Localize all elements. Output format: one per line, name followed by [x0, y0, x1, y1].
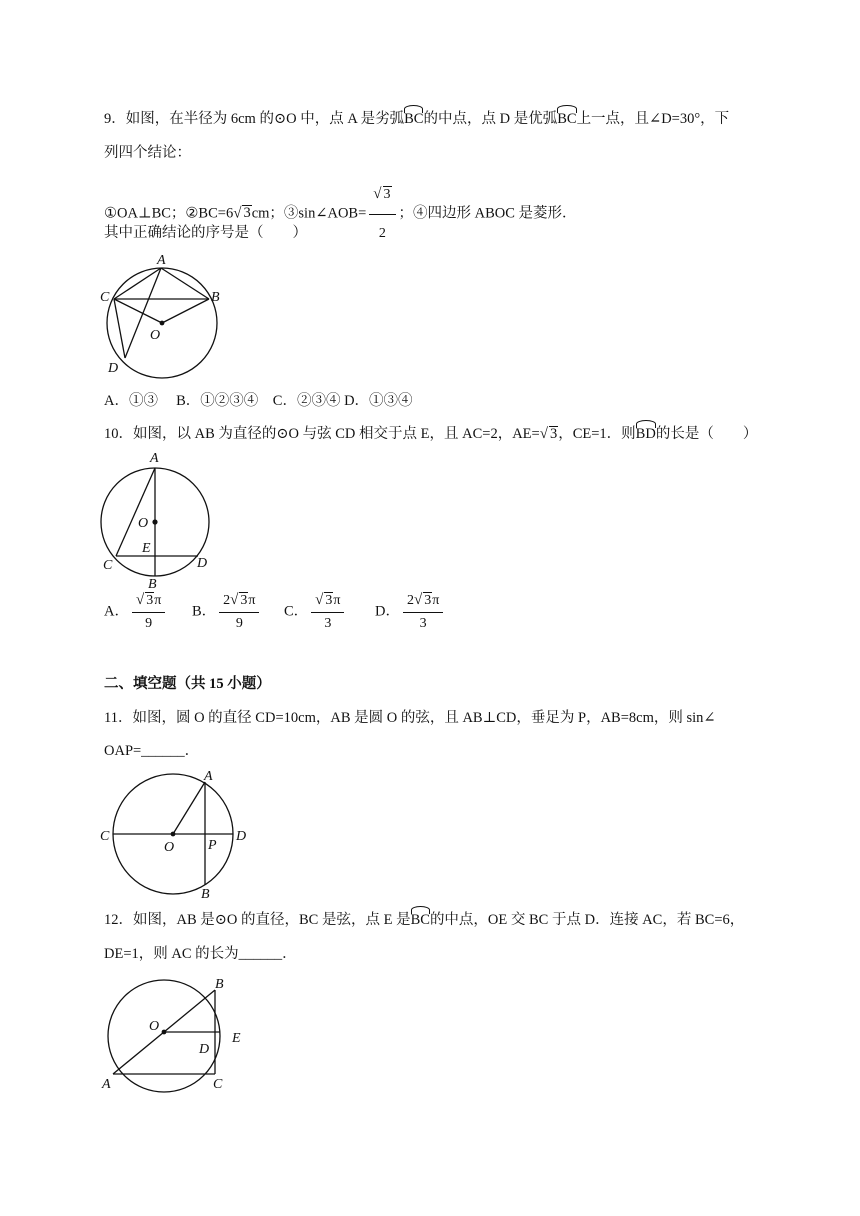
q12-line2: DE=1，则 AC 的长为______． [104, 946, 297, 962]
q12-label-b: B [215, 977, 224, 992]
q12-label-d: D [199, 1042, 210, 1057]
q10-label-a: A [150, 451, 159, 466]
q10-option-d [375, 590, 446, 634]
q11-label-a: A [204, 769, 213, 784]
frac-coef: 2 [406, 593, 414, 608]
frac-rad: 3 [325, 593, 333, 608]
q10-label-e: E [142, 541, 151, 556]
q10-option-a [104, 590, 168, 634]
q10-line1 [104, 424, 757, 444]
frac-den: 9 [235, 616, 243, 631]
option-frac: $\frac{√ 3\pi}{9}$ [132, 590, 165, 634]
q12-label-e: E [232, 1031, 241, 1046]
frac-pi: π [432, 593, 440, 608]
option-letter: C． [284, 603, 309, 620]
q10-label-d: D [197, 556, 208, 571]
frac-den: 3 [324, 616, 332, 631]
radical-sign: √ [233, 205, 242, 222]
q9-text-1c: 上一点，且∠D=30°，下 [576, 111, 730, 127]
q10-label-b: B [148, 577, 157, 591]
q12-label-c: C [213, 1077, 223, 1092]
q9-label-b: B [211, 290, 220, 305]
q12-text-1b: 的中点，OE 交 BC 于点 D．连接 AC，若 BC=6， [429, 912, 745, 928]
q11-label-o: O [164, 840, 175, 855]
arc-bc-1: BC [404, 111, 424, 127]
q10-label-c: C [103, 558, 113, 573]
q9-label-o: O [150, 328, 161, 343]
frac-pi: π [248, 593, 256, 608]
q10-rad: 3 [549, 426, 558, 442]
q9-label-d: D [108, 361, 119, 376]
option-letter: A． [104, 603, 129, 620]
q9-c1: ①OA⊥BC；②BC=6 [104, 205, 234, 222]
q11-label-p: P [208, 838, 217, 853]
q9-c1-end: ；④四边形 ABOC 是菱形． [398, 205, 577, 222]
q9-options: A．①③ B．①②③④ C．②③④ D．①③④ [104, 393, 413, 409]
q9-text-1a: 9．如图，在半径为 6cm 的⊙O 中，点 A 是劣弧 [104, 111, 405, 127]
q9-c1-rad: 3 [243, 205, 251, 222]
arc-bc-2: BC [557, 111, 577, 127]
frac-rad: 3 [240, 593, 248, 608]
q9-frac-den: 2 [378, 226, 386, 241]
option-frac: $\frac{2√ 3\pi}{3}$ [403, 590, 443, 634]
frac-rad: 3 [424, 593, 432, 608]
q12-line1 [104, 910, 744, 930]
q11-label-d: D [236, 829, 247, 844]
q10-label-o: O [138, 516, 149, 531]
q10-text-1b: ，CE=1．则 [558, 426, 636, 442]
frac-pi: π [333, 593, 341, 608]
q9-text-1b: 的中点，点 D 是优弧 [423, 111, 558, 127]
q9-label-a: A [157, 253, 166, 268]
q9-figure [98, 250, 228, 380]
q10-option-c [284, 590, 347, 634]
frac-den: 3 [419, 616, 427, 631]
arc-bc-3: BC [410, 912, 430, 928]
q9-c1-unit: cm；③sin∠AOB= [251, 205, 367, 222]
q11-label-c: C [100, 829, 110, 844]
frac-pi: π [154, 593, 162, 608]
frac-coef: 2 [223, 593, 231, 608]
frac-den: 9 [145, 616, 153, 631]
q9-line1 [104, 109, 729, 129]
q12-label-o: O [149, 1019, 160, 1034]
q11-line2: OAP=______． [104, 743, 200, 759]
q10-figure [98, 446, 223, 591]
q10-text-1a: 10．如图，以 AB 为直径的⊙O 与弦 CD 相交于点 E，且 AC=2，AE= [104, 426, 540, 442]
option-letter: B． [192, 603, 217, 620]
arc-bd: BD [635, 426, 656, 442]
frac-rad: 3 [146, 593, 154, 608]
q9-label-c: C [100, 290, 110, 305]
q11-label-b: B [201, 887, 210, 900]
q10-option-b [192, 590, 262, 634]
option-letter: D． [375, 603, 400, 620]
q11-figure [98, 766, 258, 900]
section-title: 二、填空题（共 15 小题） [104, 676, 271, 692]
q9-line2: 列四个结论： [104, 145, 191, 161]
q12-figure [98, 974, 258, 1096]
q12-label-a: A [102, 1077, 111, 1092]
radical-sign: √ [539, 426, 548, 442]
q10-text-1c: 的长是（ ） [655, 426, 758, 442]
q9-line4: 其中正确结论的序号是（ ） [104, 225, 307, 241]
option-frac: $\frac{√ 3\pi}{3}$ [311, 590, 344, 634]
q11-line1: 11．如图，圆 O 的直径 CD=10cm，AB 是圆 O 的弦，且 AB⊥CD，垂足为 P，AB=8cm，则 sin∠ [104, 710, 716, 726]
q12-text-1a: 12．如图，AB 是⊙O 的直径，BC 是弦，点 E 是 [104, 912, 411, 928]
option-frac: $\frac{2√ 3\pi}{9}$ [219, 590, 259, 634]
q9-frac-num: 3 [383, 187, 391, 202]
q9-frac: $\frac{√ 3}{2}$ [369, 176, 395, 252]
